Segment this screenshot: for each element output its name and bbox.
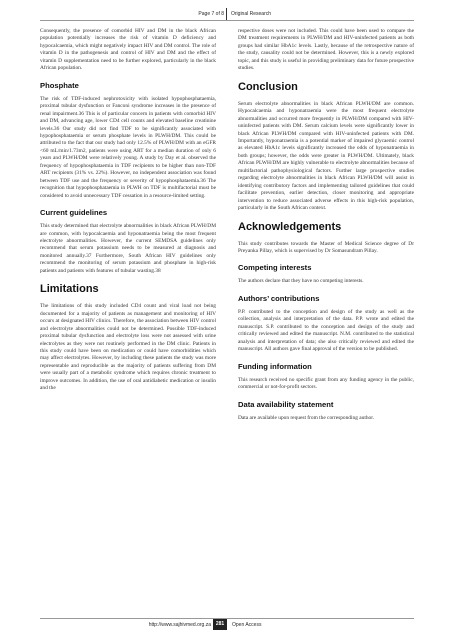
- open-access-label: Open Access: [232, 622, 262, 628]
- left-column: [40, 28, 216, 401]
- section-label: Original Research: [231, 11, 272, 17]
- heading-current-guidelines: Current guidelines: [40, 208, 108, 218]
- heading-conclusion: Conclusion: [238, 80, 298, 93]
- heading-competing-interests: Competing interests: [238, 263, 312, 273]
- page-label: Page 7 of 8: [198, 11, 224, 17]
- journal-url-link[interactable]: http://www.sajhivmed.org.za: [148, 622, 211, 628]
- heading-data-availability: Data availability statement: [238, 399, 334, 409]
- heading-phosphate: Phosphate: [40, 80, 79, 90]
- footer-rule: [40, 618, 414, 619]
- heading-funding-information: Funding information: [238, 361, 312, 371]
- paragraph: P.P. contributed to the conception and design of the study as well as the collection, analysis and interpretation of the data. P.P. wrote and edited the manuscript. S.P. contributed to the conception and design of the study and critically reviewed and edited the manuscript. N.M. contributed to the statistical analysis and interpretation of data; she also critically reviewed and edited the manuscript. All authors gave final approval of the version to be published.: [238, 308, 414, 353]
- paragraph: Serum electrolyte abnormalities in black African PLWH/DM are common. Hypocalcaemia and hyponatraemia were the most frequent electrolyte abnormalities and occurred more frequently in PLWH/DM compared with HIV-uninfected patients with DM. Serum calcium levels were significantly lower in black African PLWH/DM compared with HIV-uninfected patients with DM. Importantly, hyponatraemia is a potential marker of impaired glycaemic control as elevated HbA1c levels significantly increased the odds of hyponatraemia in both groups; however, the odds were greater in PLWH/DM. Ultimately, black African PLWH/DM are highly vulnerable to electrolyte abnormalities because of multifactorial pathophysiological factors. Further large prospective studies regarding electrolyte abnormalities in black African PLWH/DM will assist in identifying contributory factors and implementing tailored guidelines that could facilitate prevention, earlier detection, closer monitoring and appropriate intervention to reduce associated adverse effects in this high-risk population, particularly in the South African context.: [238, 100, 414, 212]
- heading-acknowledgements: Acknowledgements: [238, 220, 342, 233]
- paragraph: This study determined that electrolyte abnormalities in black African PLWH/DM are common, with hypocalcaemia and hyponatraemia being the most frequent electrolyte abnormalities. However, the current SEMDSA guidelines only recommend that serum potassium needs to be measured at diagnosis and monitored annually.37 Furthermore, South African HIV guidelines only recommend the monitoring of serum potassium and phosphate in high-risk patients and patients with features of tubular wasting.38: [40, 223, 216, 274]
- paragraph: Consequently, the presence of comorbid HIV and DM in the black African population potentially increases the risk of vitamin D deficiency and hypocalcaemia, which might negatively impact HIV and DM control. The role of vitamin D in the pathogenesis and control of HIV and DM and the effect of vitamin D supplementation need to be further explored, particularly in the black African population.: [40, 28, 216, 72]
- header-separator: [226, 8, 227, 20]
- heading-limitations: Limitations: [40, 283, 99, 296]
- paragraph: respective doses were not included. This could have been used to compare the DM treatment requirements in PLWH/DM and HIV-uninfected patients as both groups had similar HbA1c levels. Lastly, because of the retrospective nature of the study, causality could not be determined. However, this is a newly explored topic, and this study is useful in providing preliminary data for future prospective studies.: [238, 28, 414, 72]
- header-rule: [40, 20, 414, 21]
- paragraph: Data are available upon request from the corresponding author.: [238, 414, 375, 421]
- heading-authors-contributions: Authors’ contributions: [238, 293, 320, 303]
- paragraph: The authors declare that they have no competing interests.: [238, 278, 364, 285]
- page-header: [0, 8, 453, 20]
- paragraph: The risk of TDF-induced nephrotoxicity with isolated hypophosphataemia, proximal tubular dysfunction or Fanconi syndrome increases in the presence of renal impairment.36 This is of particular concern in patients with comorbid HIV and DM, advancing age, lower CD4 cell counts and elevated baseline creatinine levels.36 Our study did not find TDF to be significantly associated with hypophosphataemia or serum phosphate levels in PLWH/DM. This could be attributed to the fact that our study had only 12.5% of PLWH/DM with an eGFR <60 mL/min/1.73m2, patients were using ART for a median duration of only 6 years and PLWH/DM were relatively young. A study by Day et al. observed the frequency of hypophosphataemia in TDF recipients to be higher than non-TDF ART recipients (31% vs. 22%). However, no independent association was found between TDF use and the frequency or severity of hypophosphataemia.36 The recognition that hypophosphataemia in PLWH on TDF is multifactorial must be considered to avoid unnecessary TDF cessation in a resource-limited setting.: [40, 95, 216, 199]
- paragraph: This study contributes towards the Master of Medical Science degree of Dr Preyanka Pillay, which is supervised by Dr Somasundram Pillay.: [238, 240, 414, 254]
- paragraph: This research received no specific grant from any funding agency in the public, commercial or not-for-profit sectors.: [238, 376, 414, 391]
- page-number: 281: [213, 619, 227, 630]
- page-footer: [0, 618, 453, 632]
- paragraph: The limitations of this study included CD4 count and viral load not being documented for a majority of patients as management and monitoring of HIV occurs at designated HIV clinics. Therefore, the association between HIV control and electrolyte abnormalities could not be determined. Possible TDF-induced proximal tubular dysfunction and electrolyte loss were not assessed with urine electrolytes as they were not routinely performed in the DM clinic. Patients in this study could have been on medication or could have comorbidities which may affect electrolytes. However, by including these patients the study was more representable and reproducible as the majority of patients suffering from DM were usually part of a metabolic syndrome which requires chronic treatment to improve outcomes. In addition, the use of oral antidiabetic medication or insulin and the: [40, 303, 216, 392]
- right-column: [238, 28, 414, 430]
